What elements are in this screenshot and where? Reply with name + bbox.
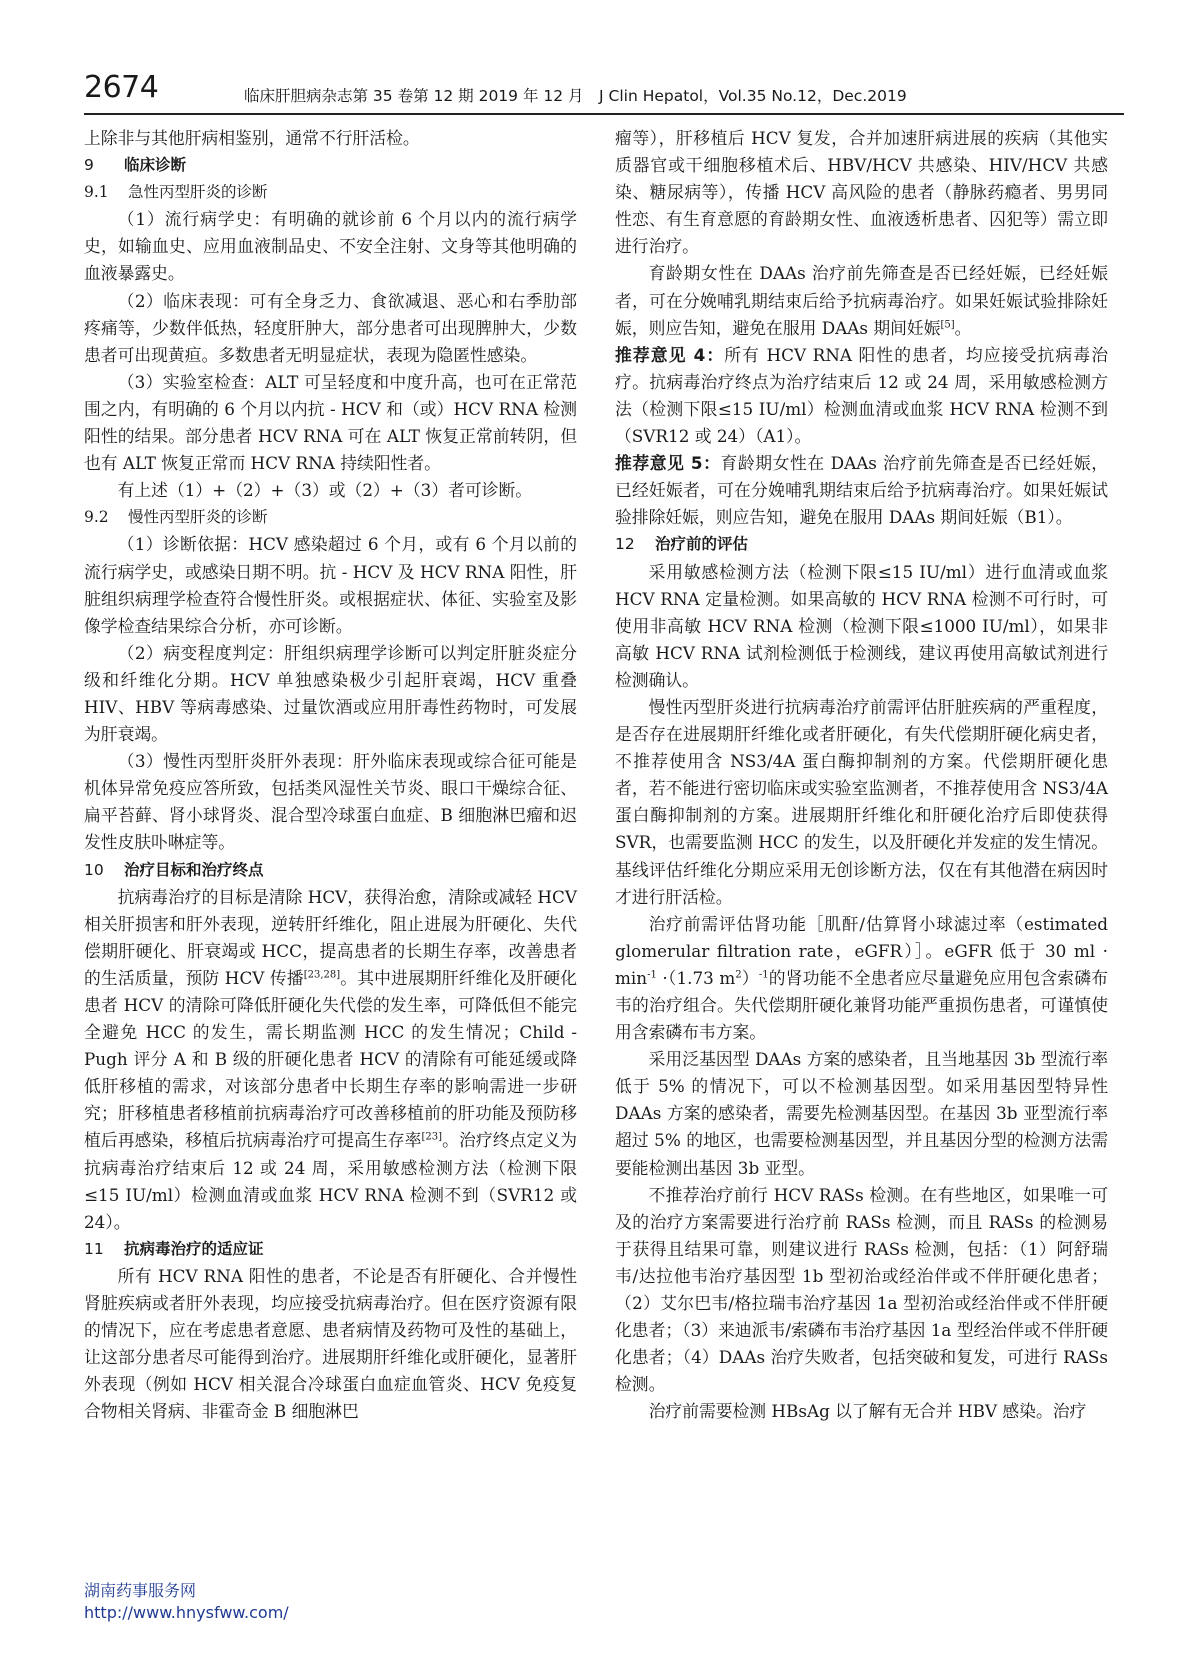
page-number: 2674 bbox=[84, 70, 159, 105]
paragraph: 有上述（1）+（2）+（3）或（2）+（3）者可诊断。 bbox=[117, 480, 533, 501]
paragraph: 抗病毒治疗的目标是清除 HCV，获得治愈，清除或减轻 HCV 相关肝损害和肝外表现，逆转肝纤维化，阻止进展为肝硬化、失代偿期肝硬化、肝衰竭或 HCC，提高患者的长期生存率，改善患者的生活质量，预防 HCV 传播[23,28]。其中进展期肝纤维化及肝硬化患者 HCV 的清除可降低肝硬化失代偿的发生率，可降低但不能完全避免 HCC 的发生，需长期监测 HCC 的发生情况；Child - Pugh 评分 A 和 B 级的肝硬化患者 HCV 的清除有可能延缓或降低肝移植的需求，对该部分患者中长期生存率的影响需进一步研究；肝移植患者移植前抗病毒治疗可改善移植前的肝功能及预防移植后再感染，移植后抗病毒治疗可提高生存率[23]。治疗终点定义为抗病毒治疗结束后 12 或 24 周，采用敏感检测方法（检测下限≤15 IU/ml）检测血清或血浆 HCV RNA 检测不到（SVR12 或 24）。 bbox=[84, 886, 577, 1232]
paragraph: 所有 HCV RNA 阳性的患者，不论是否有肝硬化、合并慢性肾脏疾病或者肝外表现，均应接受抗病毒治疗。但在医疗资源有限的情况下，应在考虑患者意愿、患者病情及药物可及性的基础上，让这部分患者尽可能得到治疗。进展期肝纤维化或肝硬化，显著肝外表现（例如 HCV 相关混合冷球蛋白血症血管炎、HCV 免疫复合物相关肾病、非霍奇金 B 细胞淋巴 bbox=[84, 1265, 577, 1422]
paragraph: （2）病变程度判定：肝组织病理学诊断可以判定肝脏炎症分级和纤维化分期。HCV 单独感染极少引起肝衰竭，HCV 重叠 HIV、HBV 等病毒感染、过量饮酒或应用肝毒性药物时，可发展为肝衰竭。 bbox=[84, 642, 577, 745]
paragraph: 上除非与其他肝病相鉴别，通常不行肝活检。 bbox=[84, 128, 420, 148]
paragraph: （3）慢性丙型肝炎肝外表现：肝外临床表现或综合征可能是机体异常免疫应答所致，包括类风湿性关节炎、眼口干燥综合征、扁平苔藓、肾小球肾炎、混合型冷球蛋白血症、B 细胞淋巴瘤和迟发性皮肤卟啉症等。 bbox=[84, 751, 577, 853]
paragraph: （1）诊断依据：HCV 感染超过 6 个月，或有 6 个月以前的流行病学史，或感染日期不明。抗 - HCV 及 HCV RNA 阳性，肝脏组织病理学检查符合慢性肝炎。或根据症状、体征、实验室及影像学检查结果综合分析，亦可诊断。 bbox=[84, 534, 577, 636]
paragraph: 治疗前需要检测 HBsAg 以了解有无合并 HBV 感染。治疗 bbox=[648, 1401, 1087, 1422]
paragraph: 育龄期女性在 DAAs 治疗前先筛查是否已经妊娠，已经妊娠者，可在分娩哺乳期结束后给予抗病毒治疗。如果妊娠试验排除妊娠，则应告知，避免在服用 DAAs 期间妊娠[5]。 bbox=[615, 263, 1108, 338]
citation[interactable]: [23] bbox=[421, 1131, 442, 1143]
paragraph: 瘤等），肝移植后 HCV 复发，合并加速肝病进展的疾病（其他实质器官或干细胞移植术后、HBV/HCV 共感染、HIV/HCV 共感染、糖尿病等），传播 HCV 高风险的患者（静脉药瘾者、男男同性恋、有生育意愿的育龄期女性、血液透析患者、囚犯等）需立即进行治疗。 bbox=[615, 128, 1108, 257]
section-heading-12: 12 治疗前的评估 bbox=[615, 535, 749, 554]
page-header bbox=[84, 64, 1124, 114]
paragraph: （2）临床表现：可有全身乏力、食欲减退、恶心和右季肋部疼痛等，少数伴低热，轻度肝肿大，部分患者可出现脾肿大，少数患者可出现黄疸。多数患者无明显症状，表现为隐匿性感染。 bbox=[84, 290, 577, 365]
citation[interactable]: [5] bbox=[940, 319, 955, 331]
header-rule bbox=[84, 113, 1124, 115]
paragraph: 采用泛基因型 DAAs 方案的感染者，且当地基因 3b 型流行率低于 5% 的情况下，可以不检测基因型。如采用基因型特异性 DAAs 方案的感染者，需要先检测基因型。在基因 3b 亚型流行率超过 5% 的地区，也需要检测基因型，并且基因分型的检测方法需要能检测出基因 3b 亚型。 bbox=[615, 1049, 1108, 1178]
running-title: 临床肝胆病杂志第 35 卷第 12 期 2019 年 12 月 J Clin Hepatol，Vol.35 No.12，Dec.2019 bbox=[244, 87, 907, 105]
left-column bbox=[84, 125, 577, 1426]
paragraph: 慢性丙型肝炎进行抗病毒治疗前需评估肝脏疾病的严重程度，是否存在进展期肝纤维化或者肝硬化，有失代偿期肝硬化病史者，不推荐使用含 NS3/4A 蛋白酶抑制剂的方案。代偿期肝硬化患者，若不能进行密切临床或实验室监测者，不推荐使用含 NS3/4A 蛋白酶抑制剂的方案。进展期肝纤维化和肝硬化治疗后即使获得 SVR，也需要监测 HCC 的发生，以及肝硬化并发症的发生情况。基线评估纤维化分期应采用无创诊断方法，仅在有其他潜在病因时才进行肝活检。 bbox=[615, 696, 1108, 907]
subsection-heading-9-2: 9.2 慢性丙型肝炎的诊断 bbox=[84, 508, 268, 527]
recommendation-label: 推荐意见 5： bbox=[615, 453, 721, 474]
citation[interactable]: [23,28] bbox=[303, 969, 341, 981]
site-name: 湖南药事服务网 bbox=[84, 1581, 197, 1600]
recommendation-4: 推荐意见 4：所有 HCV RNA 阳性的患者，均应接受抗病毒治疗。抗病毒治疗终点为治疗结束后 12 或 24 周，采用敏感检测方法（检测下限≤15 IU/ml）检测血清或血浆 HCV RNA 检测不到（SVR12 或 24）（A1）。 bbox=[615, 344, 1108, 447]
subsection-heading-9-1: 9.1 急性丙型肝炎的诊断 bbox=[84, 183, 268, 202]
paragraph: 不推荐治疗前行 HCV RASs 检测。在有些地区，如果唯一可及的治疗方案需要进行治疗前 RASs 检测，而且 RASs 的检测易于获得且结果可靠，则建议进行 RASs 检测，包括：（1）阿舒瑞韦/达拉他韦治疗基因型 1b 型初治或经治伴或不伴肝硬化患者；（2）艾尔巴韦/格拉瑞韦治疗基因 1a 型初治或经治伴或不伴肝硬化患者；（3）来迪派韦/索磷布韦治疗基因 1a 型经治伴或不伴肝硬化患者；（4）DAAs 治疗失败者，包括突破和复发，可进行 RASs 检测。 bbox=[615, 1184, 1108, 1395]
right-column bbox=[615, 125, 1108, 1426]
recommendation-5: 推荐意见 5：育龄期女性在 DAAs 治疗前先筛查是否已经妊娠，已经妊娠者，可在分娩哺乳期结束后给予抗病毒治疗。如果妊娠试验排除妊娠，则应告知，避免在服用 DAAs 期间妊娠（B1）。 bbox=[615, 453, 1108, 528]
section-heading-11: 11 抗病毒治疗的适应证 bbox=[84, 1239, 264, 1258]
paragraph: 治疗前需评估肾功能［肌酐/估算肾小球滤过率（estimated glomerular filtration rate，eGFR）］。eGFR 低于 30 ml · $\min^{-1} \cdot(1.73$ $m^2)^{-1}$的肾功能不全患者应尽量避免应用包含索磷布韦的治疗组合。失代偿期肝硬化兼肾功能严重损伤患者，可谨慎使用含索磷布韦方案。 bbox=[615, 913, 1108, 1043]
paragraph: （3）实验室检查：ALT 可呈轻度和中度升高，也可在正常范围之内，有明确的 6 个月以内抗 - HCV 和（或）HCV RNA 检测阳性的结果。部分患者 HCV RNA 可在 ALT 恢复正常前转阴，但也有 ALT 恢复正常而 HCV RNA 持续阳性者。 bbox=[84, 371, 577, 474]
recommendation-label: 推荐意见 4： bbox=[615, 344, 725, 365]
site-url-link[interactable]: http://www.hnysfww.com/ bbox=[84, 1603, 289, 1622]
paragraph: 采用敏感检测方法（检测下限≤15 IU/ml）进行血清或血浆 HCV RNA 定量检测。如果高敏的 HCV RNA 检测不可行时，可使用非高敏 HCV RNA 检测（检测下限≤1000 IU/ml），如果非高敏 HCV RNA 试剂检测低于检测线，建议再使用高敏试剂进行检测确认。 bbox=[615, 561, 1108, 690]
paragraph: （1）流行病学史：有明确的就诊前 6 个月以内的流行病学史，如输血史、应用血液制品史、不安全注射、文身等其他明确的血液暴露史。 bbox=[84, 209, 577, 284]
footer-watermark bbox=[84, 1580, 289, 1624]
section-heading-10: 10 治疗目标和治疗终点 bbox=[84, 860, 264, 879]
section-heading-9: 9 临床诊断 bbox=[84, 156, 187, 175]
